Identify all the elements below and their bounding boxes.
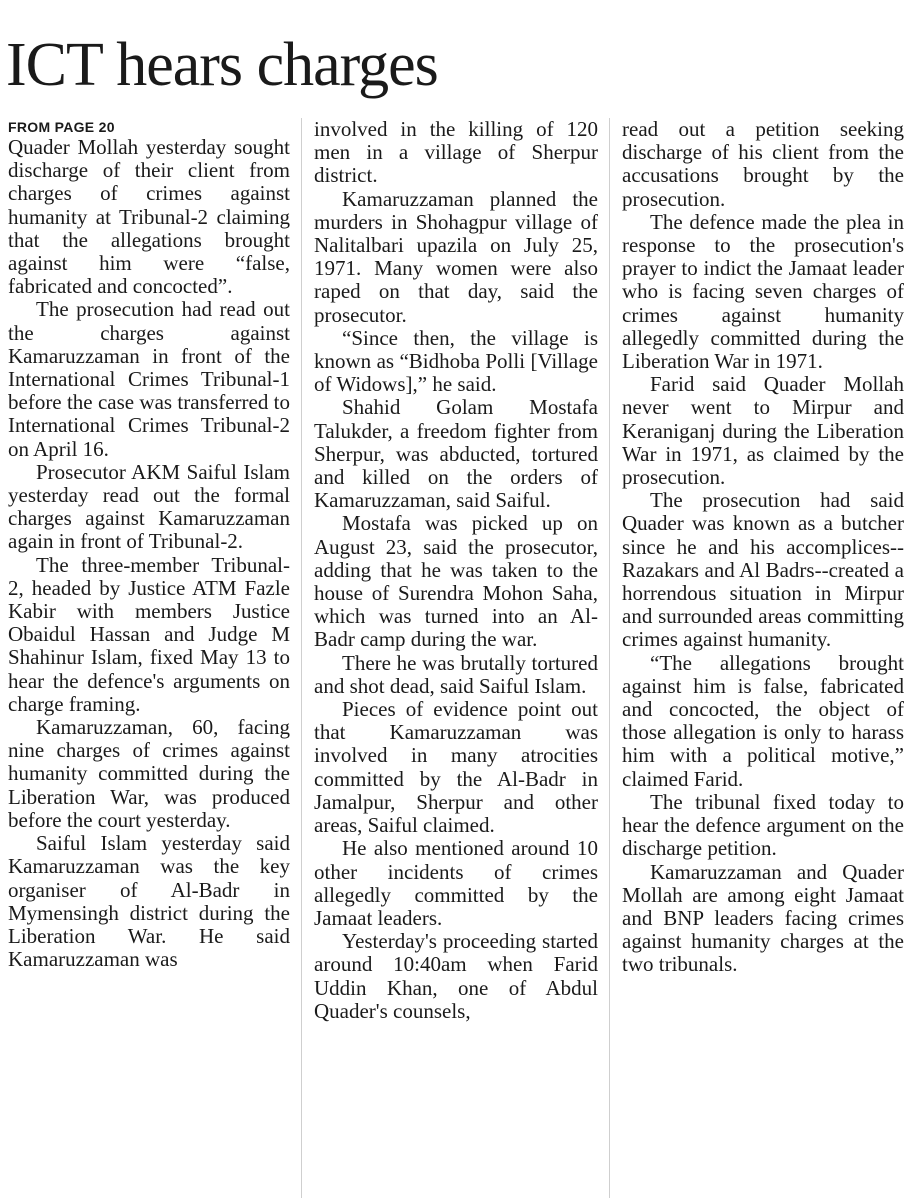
paragraph: Quader Mollah yesterday sought discharge of their client from charges of crimes against humanity at Tribunal-2 claiming that the allegations brought against him were “false, fabricated and concocted”. xyxy=(8,135,290,299)
paragraph: Saiful Islam yesterday said Kamaruzzaman was the key organiser of Al-Badr in Mymensingh district during the Liberation War. He said Kamaruzzaman was xyxy=(8,831,290,972)
paragraph: Prosecutor AKM Saiful Islam yesterday read out the formal charges against Kamaruzzaman again in front of Tribunal-2. xyxy=(8,459,290,554)
paragraph: Kamaruzzaman planned the murders in Shohagpur village of Nalitalbari upazila on July 25, 1971. Many women were also raped on that day, said the prosecutor. xyxy=(314,186,598,327)
paragraph: Kamaruzzaman, 60, facing nine charges of crimes against humanity committed during the Liberation War, was produced before the court yesterday. xyxy=(8,715,290,832)
paragraph: He also mentioned around 10 other incidents of crimes allegedly committed by the Jamaat leaders. xyxy=(314,836,598,930)
article-column-2 xyxy=(314,118,598,1198)
paragraph: Mostafa was picked up on August 23, said the prosecutor, adding that he was taken to the house of Surendra Mohon Saha, which was turned into an Al-Badr camp during the war. xyxy=(314,511,598,652)
headline: ICT hears charges xyxy=(6,31,438,99)
paragraph: Yesterday's proceeding started around 10:40am when Farid Uddin Khan, one of Abdul Quader's counsels, xyxy=(314,929,598,1023)
paragraph: involved in the killing of 120 men in a village of Sherpur district. xyxy=(314,118,598,188)
paragraph: “Since then, the village is known as “Bidhoba Polli [Village of Widows],” he said. xyxy=(314,325,598,397)
column-divider xyxy=(301,118,302,1198)
paragraph: The tribunal fixed today to hear the defence argument on the discharge petition. xyxy=(622,789,904,861)
paragraph: Pieces of evidence point out that Kamaruzzaman was involved in many atrocities committed by the Al-Badr in Jamalpur, Sherpur and other areas, Saiful claimed. xyxy=(314,697,598,838)
paragraph: Shahid Golam Mostafa Talukder, a freedom fighter from Sherpur, was abducted, tortured and killed on the orders of Kamaruzzaman, said Saiful. xyxy=(314,395,598,513)
paragraph: Kamaruzzaman and Quader Mollah are among eight Jamaat and BNP leaders facing crimes against humanity charges at the two tribunals. xyxy=(622,859,904,977)
paragraph: “The allegations brought against him is false, fabricated and concocted, the object of those allegation is only to harass him with a political motive,” claimed Farid. xyxy=(622,650,904,791)
paragraph: The prosecution had read out the charges against Kamaruzzaman in front of the International Crimes Tribunal-1 before the case was transferred to International Crimes Tribunal-2 on April 16. xyxy=(8,297,290,461)
paragraph: The prosecution had said Quader was known as a butcher since he and his accomplices--Razakars and Al Badrs--created a horrendous situation in Mirpur and surrounded areas committing crimes against humanity. xyxy=(622,488,904,652)
paragraph: The defence made the plea in response to the prosecution's prayer to indict the Jamaat leader who is facing seven charges of crimes against humanity allegedly committed during the Liberation War in 1971. xyxy=(622,209,904,374)
paragraph: The three-member Tribunal-2, headed by Justice ATM Fazle Kabir with members Justice Obaidul Hassan and Judge M Shahinur Islam, fixed May 13 to hear the defence's arguments on charge framing. xyxy=(8,552,290,716)
paragraph: read out a petition seeking discharge of his client from the accusations brought by the prosecution. xyxy=(622,118,904,211)
article-column-1 xyxy=(8,118,290,1198)
column-divider xyxy=(609,118,610,1198)
jump-line: FROM PAGE 20 xyxy=(8,119,115,135)
paragraph: There he was brutally tortured and shot dead, said Saiful Islam. xyxy=(314,650,598,698)
paragraph: Farid said Quader Mollah never went to Mirpur and Keraniganj during the Liberation War in 1971, as claimed by the prosecution. xyxy=(622,372,904,490)
article-column-3 xyxy=(622,118,904,1198)
